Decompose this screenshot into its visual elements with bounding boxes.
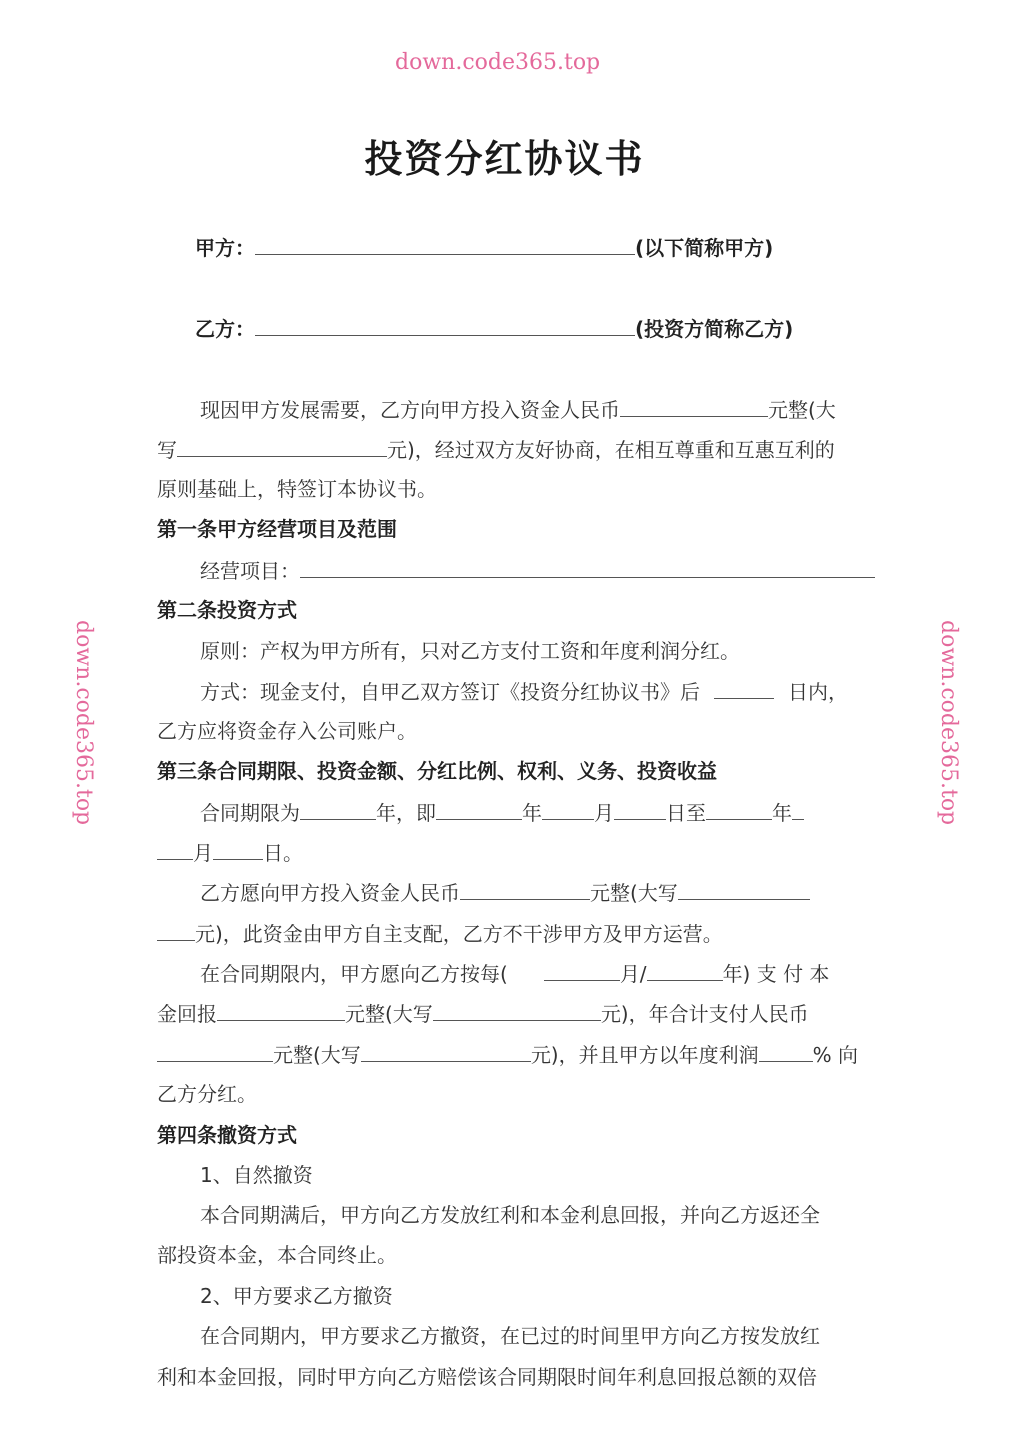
party-b-label: 乙方： bbox=[195, 317, 255, 341]
pay-line-4: 乙方分红。 bbox=[157, 1082, 257, 1106]
end-month-blank[interactable] bbox=[792, 799, 804, 820]
subsection-1-text: 本合同期满后，甲方向乙方发放红利和本金利息回报，并向乙方返还全 bbox=[200, 1203, 820, 1227]
party-b-line bbox=[195, 315, 793, 341]
start-month-blank[interactable] bbox=[542, 799, 594, 820]
section-3-heading: 第三条合同期限、投资金额、分红比例、权利、义务、投资收益 bbox=[157, 759, 717, 783]
text: 写 bbox=[157, 438, 177, 462]
intro-line-2 bbox=[157, 436, 835, 462]
pay-year-blank[interactable] bbox=[647, 960, 723, 981]
text: % 向 bbox=[812, 1043, 858, 1067]
text: 方式：现金支付，自甲乙双方签订《投资分红协议书》后 bbox=[200, 680, 700, 704]
invest-amount-blank[interactable] bbox=[460, 879, 590, 900]
intro-line-1 bbox=[200, 396, 836, 422]
term-years-blank[interactable] bbox=[300, 799, 376, 820]
end-day-blank[interactable] bbox=[213, 839, 263, 860]
party-b-suffix: (投资方简称乙方) bbox=[635, 317, 794, 341]
text: 元)，年合计支付人民币 bbox=[600, 1002, 809, 1026]
profit-percent-blank[interactable] bbox=[759, 1041, 813, 1062]
business-item-line bbox=[200, 557, 875, 583]
method-line-2: 乙方应将资金存入公司账户。 bbox=[157, 719, 417, 743]
section-4-heading: 第四条撤资方式 bbox=[157, 1123, 297, 1147]
return-words-blank[interactable] bbox=[433, 1000, 601, 1021]
end-month-blank-cont[interactable] bbox=[157, 839, 193, 860]
text: 日至 bbox=[666, 801, 706, 825]
subsection-2: 2、甲方要求乙方撤资 bbox=[200, 1284, 393, 1308]
days-blank[interactable] bbox=[714, 678, 774, 699]
text: 年 bbox=[772, 801, 792, 825]
annual-words-blank[interactable] bbox=[361, 1041, 531, 1062]
invest-words-blank-cont[interactable] bbox=[157, 920, 195, 941]
text: 元整(大写 bbox=[345, 1002, 433, 1026]
return-amount-blank[interactable] bbox=[217, 1000, 345, 1021]
text: 元整(大写 bbox=[590, 881, 678, 905]
invest-words-blank[interactable] bbox=[678, 879, 810, 900]
party-a-blank[interactable] bbox=[255, 234, 635, 255]
method-line bbox=[200, 678, 848, 704]
text: 年，即 bbox=[376, 801, 436, 825]
term-line bbox=[200, 799, 804, 825]
text: 月 bbox=[594, 801, 614, 825]
amount-words-blank[interactable] bbox=[177, 436, 387, 457]
text: 日。 bbox=[263, 841, 303, 865]
pay-line-3 bbox=[157, 1041, 858, 1067]
subsection-1: 1、自然撤资 bbox=[200, 1163, 313, 1187]
text: 乙方愿向甲方投入资金人民币 bbox=[200, 881, 460, 905]
text: 金回报 bbox=[157, 1002, 217, 1026]
text: 元整(大 bbox=[768, 398, 836, 422]
text: 现因甲方发展需要，乙方向甲方投入资金人民币 bbox=[200, 398, 620, 422]
party-a-suffix: (以下简称甲方) bbox=[635, 236, 774, 260]
text: 日内， bbox=[788, 680, 848, 704]
business-item-blank[interactable] bbox=[300, 557, 875, 578]
watermark: down.code365.top bbox=[936, 620, 961, 826]
pay-month-blank[interactable] bbox=[544, 960, 620, 981]
principle-line: 原则：产权为甲方所有，只对乙方支付工资和年度利润分红。 bbox=[200, 639, 740, 663]
pay-line-1 bbox=[200, 960, 829, 986]
party-b-blank[interactable] bbox=[255, 315, 635, 336]
text: 元)，并且甲方以年度利润 bbox=[530, 1043, 759, 1067]
text: 月/ bbox=[619, 962, 647, 986]
text: 合同期限为 bbox=[200, 801, 300, 825]
pay-line-2 bbox=[157, 1000, 809, 1026]
watermark: down.code365.top bbox=[71, 620, 96, 826]
section-1-heading: 第一条甲方经营项目及范围 bbox=[157, 517, 397, 541]
subsection-2-text-2: 利和本金回报，同时甲方向乙方赔偿该合同期限时间年利息回报总额的双倍 bbox=[157, 1365, 817, 1389]
text: 元)，经过双方友好协商，在相互尊重和互惠互利的 bbox=[387, 438, 835, 462]
term-line-2 bbox=[157, 839, 303, 865]
text: 年) 支 付 本 bbox=[722, 962, 830, 986]
section-2-heading: 第二条投资方式 bbox=[157, 598, 297, 622]
intro-line-3: 原则基础上，特签订本协议书。 bbox=[157, 477, 437, 501]
annual-amount-blank[interactable] bbox=[157, 1041, 273, 1062]
text: 元整(大写 bbox=[273, 1043, 361, 1067]
subsection-2-text: 在合同期内，甲方要求乙方撤资，在已过的时间里甲方向乙方按发放红 bbox=[200, 1324, 820, 1348]
start-year-blank[interactable] bbox=[436, 799, 522, 820]
start-day-blank[interactable] bbox=[614, 799, 666, 820]
text: 月 bbox=[193, 841, 213, 865]
end-year-blank[interactable] bbox=[706, 799, 772, 820]
subsection-1-text-2: 部投资本金，本合同终止。 bbox=[157, 1243, 397, 1267]
text: 年 bbox=[522, 801, 542, 825]
party-a-line bbox=[195, 234, 773, 260]
text: 元)，此资金由甲方自主支配，乙方不干涉甲方及甲方运营。 bbox=[195, 922, 723, 946]
invest-line-2 bbox=[157, 920, 723, 946]
invest-line bbox=[200, 879, 810, 905]
text: 在合同期限内，甲方愿向乙方按每( bbox=[200, 962, 508, 986]
watermark: down.code365.top bbox=[395, 50, 601, 75]
business-item-label: 经营项目： bbox=[200, 559, 300, 583]
document-title: 投资分红协议书 bbox=[364, 137, 645, 181]
amount-blank[interactable] bbox=[620, 396, 768, 417]
party-a-label: 甲方： bbox=[195, 236, 255, 260]
